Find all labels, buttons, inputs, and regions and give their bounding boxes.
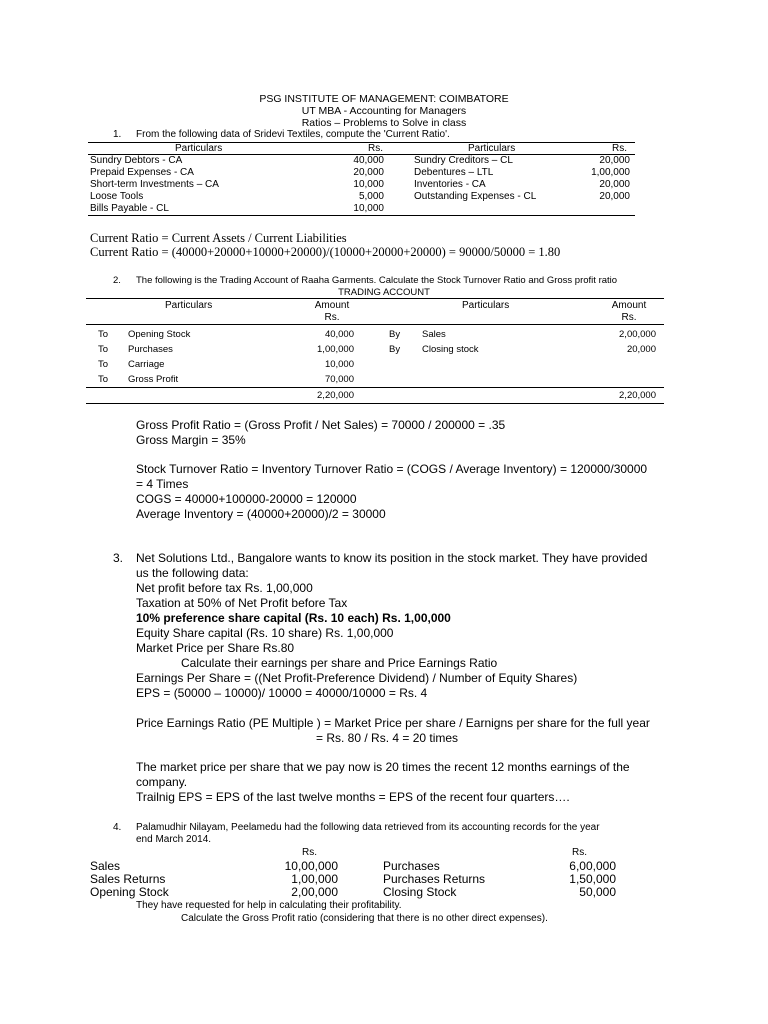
q2-stock-turnover-ratio: Stock Turnover Ratio = Inventory Turnover Ratio = (COGS / Average Inventory) = 120000/30000 bbox=[136, 462, 648, 476]
q1-table-bottom-rule bbox=[88, 215, 635, 216]
q3-line: The market price per share that we pay now is 20 times the recent 12 months earnings of the bbox=[136, 760, 630, 774]
table-cell: 10,000 bbox=[353, 203, 384, 214]
q4-col-header-right: Rs. bbox=[572, 847, 587, 858]
table-cell: Purchases Returns bbox=[383, 872, 486, 886]
table-cell: 40,000 bbox=[353, 155, 384, 166]
table-cell: To bbox=[98, 359, 109, 370]
q2-hdr-particulars-left: Particulars bbox=[165, 300, 213, 311]
q2-hdr-particulars-right: Particulars bbox=[462, 300, 510, 311]
table-cell: 2,00,000 bbox=[619, 329, 656, 340]
table-cell: 2,00,000 bbox=[291, 885, 338, 899]
q3-line: Equity Share capital (Rs. 10 share) Rs. 1,00,000 bbox=[136, 626, 394, 640]
q1-table-top-rule bbox=[88, 142, 635, 143]
table-cell: Carriage bbox=[128, 359, 165, 370]
table-cell: 20,000 bbox=[599, 179, 630, 190]
table-cell: 70,000 bbox=[324, 374, 354, 385]
q2-total-left: 2,20,000 bbox=[317, 390, 354, 401]
q4-number: 4. bbox=[113, 822, 122, 833]
q4-col-header-left: Rs. bbox=[302, 847, 317, 858]
q1-text: From the following data of Sridevi Textiles, compute the 'Current Ratio'. bbox=[136, 129, 450, 140]
q1-answer-calculation: Current Ratio = (40000+20000+10000+20000)/(10000+20000+20000) = 90000/50000 = 1.80 bbox=[90, 245, 561, 259]
q2-header-rule bbox=[86, 324, 664, 325]
table-cell: 10,000 bbox=[324, 359, 354, 370]
q2-text: The following is the Trading Account of Raaha Garments. Calculate the Stock Turnover Ratio and Gross profit ratio bbox=[136, 275, 618, 286]
topic-title: Ratios – Problems to Solve in class bbox=[301, 117, 467, 129]
q1-hdr-rs-left: Rs. bbox=[368, 143, 383, 154]
table-cell: 20,000 bbox=[353, 167, 384, 178]
q3-line: Price Earnings Ratio (PE Multiple ) = Market Price per share / Earnigns per share for the full year bbox=[136, 716, 650, 730]
table-cell: 10,00,000 bbox=[284, 859, 338, 873]
q3-line: Calculate their earnings per share and Price Earnings Ratio bbox=[181, 656, 498, 670]
q3-number: 3. bbox=[113, 551, 124, 565]
table-cell: By bbox=[389, 344, 401, 355]
table-cell: 5,000 bbox=[358, 191, 384, 202]
table-cell: 10,000 bbox=[353, 179, 384, 190]
q1-hdr-rs-right: Rs. bbox=[612, 143, 627, 154]
table-cell: To bbox=[98, 374, 109, 385]
q3-line: EPS = (50000 – 10000)/ 10000 = 40000/10000 = Rs. 4 bbox=[136, 686, 428, 700]
table-cell: Gross Profit bbox=[128, 374, 179, 385]
table-cell: Bills Payable - CL bbox=[90, 203, 169, 214]
q2-number: 2. bbox=[113, 275, 121, 286]
table-cell: 1,50,000 bbox=[569, 872, 616, 886]
q2-gross-profit-ratio: Gross Profit Ratio = (Gross Profit / Net Sales) = 70000 / 200000 = .35 bbox=[136, 418, 506, 432]
q2-gross-margin: Gross Margin = 35% bbox=[136, 433, 246, 447]
q2-table-bottom-rule bbox=[86, 403, 664, 404]
q3-line: Earnings Per Share = ((Net Profit-Preference Dividend) / Number of Equity Shares) bbox=[136, 671, 578, 685]
q2-total-rule bbox=[86, 387, 664, 388]
table-cell: Sales Returns bbox=[90, 872, 166, 886]
table-cell: To bbox=[98, 329, 109, 340]
table-cell: 20,000 bbox=[599, 155, 630, 166]
q1-hdr-particulars-left: Particulars bbox=[175, 143, 223, 154]
table-cell: Debentures – LTL bbox=[414, 167, 494, 178]
q4-line: end March 2014. bbox=[136, 834, 212, 845]
table-cell: 1,00,000 bbox=[591, 167, 630, 178]
institute-title: PSG INSTITUTE OF MANAGEMENT: COIMBATORE bbox=[259, 93, 509, 105]
table-cell: Sundry Creditors – CL bbox=[414, 155, 513, 166]
q3-line: = Rs. 80 / Rs. 4 = 20 times bbox=[316, 731, 459, 745]
q1-number: 1. bbox=[113, 129, 122, 140]
q2-subhdr-rs-left: Rs. bbox=[324, 312, 340, 323]
table-cell: Prepaid Expenses - CA bbox=[90, 167, 194, 178]
q2-hdr-amount-right: Amount bbox=[611, 300, 647, 311]
q2-total-right: 2,20,000 bbox=[619, 390, 656, 401]
q4-line: Calculate the Gross Profit ratio (considering that there is no other direct expenses). bbox=[181, 913, 548, 924]
table-cell: Inventories - CA bbox=[414, 179, 486, 190]
table-cell: To bbox=[98, 344, 109, 355]
q2-subhdr-rs-right: Rs. bbox=[621, 312, 637, 323]
q1-answer-formula: Current Ratio = Current Assets / Current Liabilities bbox=[90, 231, 347, 245]
q4-line: They have requested for help in calculating their profitability. bbox=[136, 900, 402, 911]
course-title: UT MBA - Accounting for Managers bbox=[301, 105, 467, 117]
q3-line: us the following data: bbox=[136, 566, 249, 580]
table-cell: Closing stock bbox=[422, 344, 479, 355]
table-cell: Purchases bbox=[383, 859, 440, 873]
table-cell: Sundry Debtors - CA bbox=[90, 155, 183, 166]
q3-line: Taxation at 50% of Net Profit before Tax bbox=[136, 596, 348, 610]
q3-line-bold: 10% preference share capital (Rs. 10 each) Rs. 1,00,000 bbox=[136, 611, 451, 625]
table-cell: Closing Stock bbox=[383, 885, 457, 899]
q3-line: Net Solutions Ltd., Bangalore wants to know its position in the stock market. They have provided bbox=[136, 551, 648, 565]
q1-hdr-particulars-right: Particulars bbox=[468, 143, 516, 154]
q4-line: Palamudhir Nilayam, Peelamedu had the following data retrieved from its accounting records for the year bbox=[136, 822, 600, 833]
table-cell: By bbox=[389, 329, 401, 340]
q2-hdr-amount-left: Amount bbox=[314, 300, 350, 311]
q3-line: Trailnig EPS = EPS of the last twelve months = EPS of the recent four quarters…. bbox=[136, 790, 570, 804]
table-cell: Opening Stock bbox=[128, 329, 191, 340]
q3-line: Market Price per Share Rs.80 bbox=[136, 641, 295, 655]
table-cell: 1,00,000 bbox=[317, 344, 354, 355]
table-cell: Purchases bbox=[128, 344, 173, 355]
q2-table-top-rule bbox=[86, 298, 664, 299]
table-cell: 50,000 bbox=[579, 885, 616, 899]
table-cell: Short-term Investments – CA bbox=[90, 179, 219, 190]
table-cell: Sales bbox=[90, 859, 121, 873]
table-cell: 20,000 bbox=[599, 191, 630, 202]
q2-stock-turnover-result: = 4 Times bbox=[136, 477, 189, 491]
table-cell: Opening Stock bbox=[90, 885, 169, 899]
table-cell: Outstanding Expenses - CL bbox=[414, 191, 537, 202]
table-cell: 6,00,000 bbox=[569, 859, 616, 873]
q3-line: company. bbox=[136, 775, 188, 789]
table-cell: 40,000 bbox=[324, 329, 354, 340]
table-cell: 1,00,000 bbox=[291, 872, 338, 886]
q2-average-inventory: Average Inventory = (40000+20000)/2 = 30000 bbox=[136, 507, 386, 521]
q3-line: Net profit before tax Rs. 1,00,000 bbox=[136, 581, 313, 595]
table-cell: 20,000 bbox=[626, 344, 656, 355]
trading-account-title: TRADING ACCOUNT bbox=[338, 287, 430, 298]
table-cell: Loose Tools bbox=[90, 191, 144, 202]
table-cell: Sales bbox=[422, 329, 446, 340]
q2-cogs: COGS = 40000+100000-20000 = 120000 bbox=[136, 492, 357, 506]
